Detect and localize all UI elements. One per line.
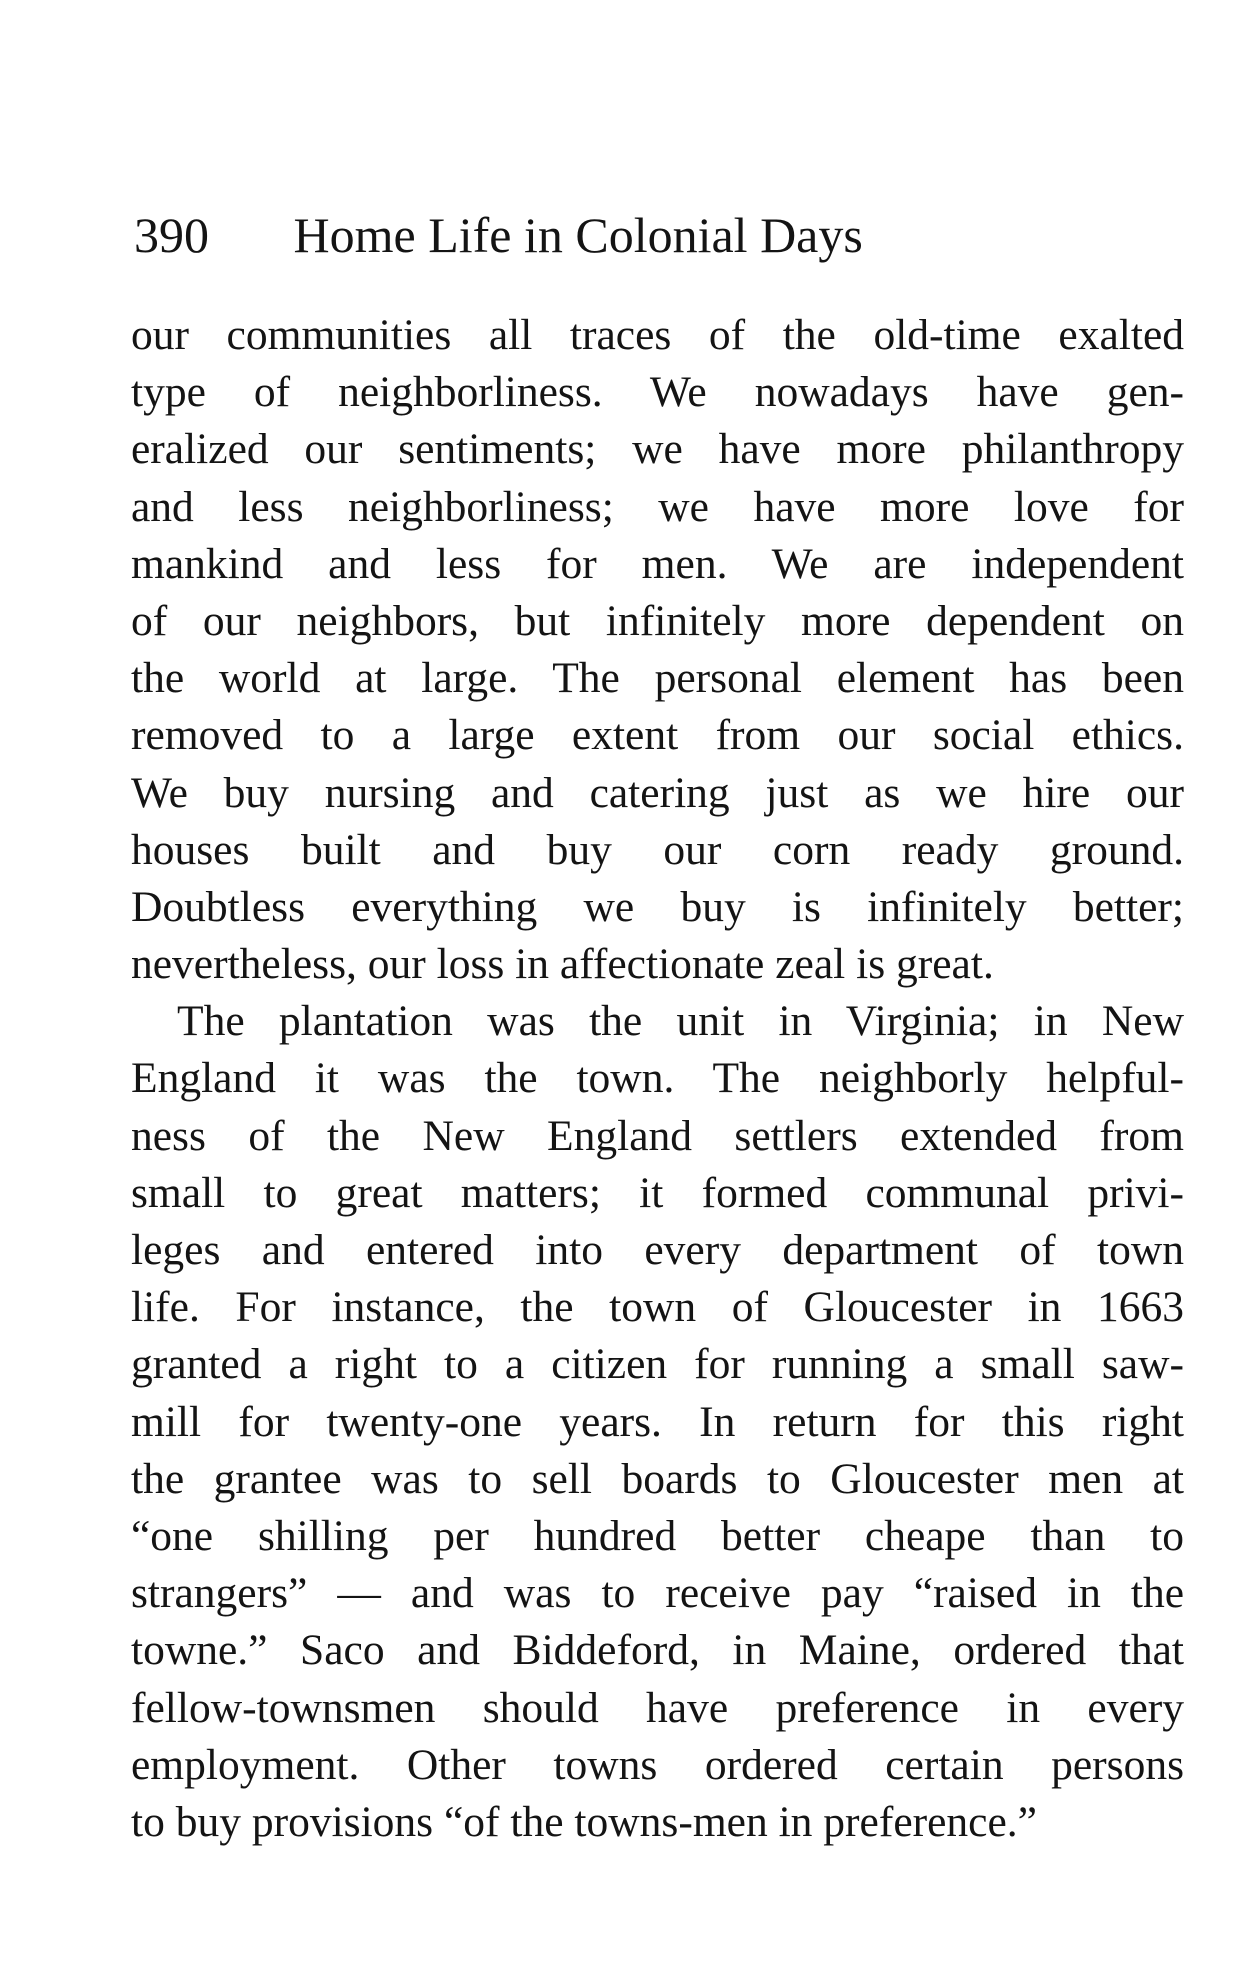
paragraph-1 xyxy=(131,307,1184,993)
running-head xyxy=(134,205,1134,265)
text-line: to buy provisions “of the towns-men in preference.” xyxy=(131,1797,1037,1846)
text-line: employment. Other towns ordered certain persons xyxy=(131,1740,1184,1789)
text-line: mankind and less for men. We are independent xyxy=(131,539,1184,588)
text-line: small to great matters; it formed communal privi- xyxy=(131,1168,1184,1217)
text-line: ness of the New England settlers extended from xyxy=(131,1111,1184,1160)
paragraph-2 xyxy=(131,993,1184,1851)
text-line: the grantee was to sell boards to Gloucester men at xyxy=(131,1454,1184,1503)
text-line: leges and entered into every department of town xyxy=(131,1226,1184,1274)
text-line: of our neighbors, but infinitely more dependent on xyxy=(131,596,1184,645)
text-line: and less neighborliness; we have more love for xyxy=(131,482,1184,531)
page-number: 390 xyxy=(134,207,209,263)
text-line: England it was the town. The neighborly helpful- xyxy=(131,1054,1184,1103)
text-line: mill for twenty-one years. In return for this right xyxy=(131,1397,1184,1446)
text-line: strangers” — and was to receive pay “raised in the xyxy=(131,1569,1184,1618)
text-line: our communities all traces of the old-time exalted xyxy=(131,311,1184,359)
text-line: eralized our sentiments; we have more philanthropy xyxy=(131,425,1184,474)
text-line: life. For instance, the town of Gloucester in 1663 xyxy=(131,1283,1184,1332)
text-line: houses built and buy our corn ready ground. xyxy=(131,825,1184,874)
text-line: the world at large. The personal element has been xyxy=(131,654,1184,703)
text-line: nevertheless, our loss in affectionate zeal is great. xyxy=(131,940,994,989)
text-line: Doubtless everything we buy is infinitely better; xyxy=(131,882,1184,931)
text-line: The plantation was the unit in Virginia; in New xyxy=(177,997,1184,1046)
text-line: removed to a large extent from our social ethics. xyxy=(131,711,1184,760)
body-text xyxy=(131,307,1184,1851)
text-line: type of neighborliness. We nowadays have gen- xyxy=(131,368,1184,417)
text-line: We buy nursing and catering just as we hire our xyxy=(131,768,1184,817)
text-line: towne.” Saco and Biddeford, in Maine, ordered that xyxy=(131,1626,1184,1675)
running-title: Home Life in Colonial Days xyxy=(293,207,863,263)
text-line: “one shilling per hundred better cheape than to xyxy=(131,1511,1184,1560)
text-line: fellow-townsmen should have preference in every xyxy=(131,1683,1184,1732)
text-line: granted a right to a citizen for running a small saw- xyxy=(131,1340,1184,1389)
